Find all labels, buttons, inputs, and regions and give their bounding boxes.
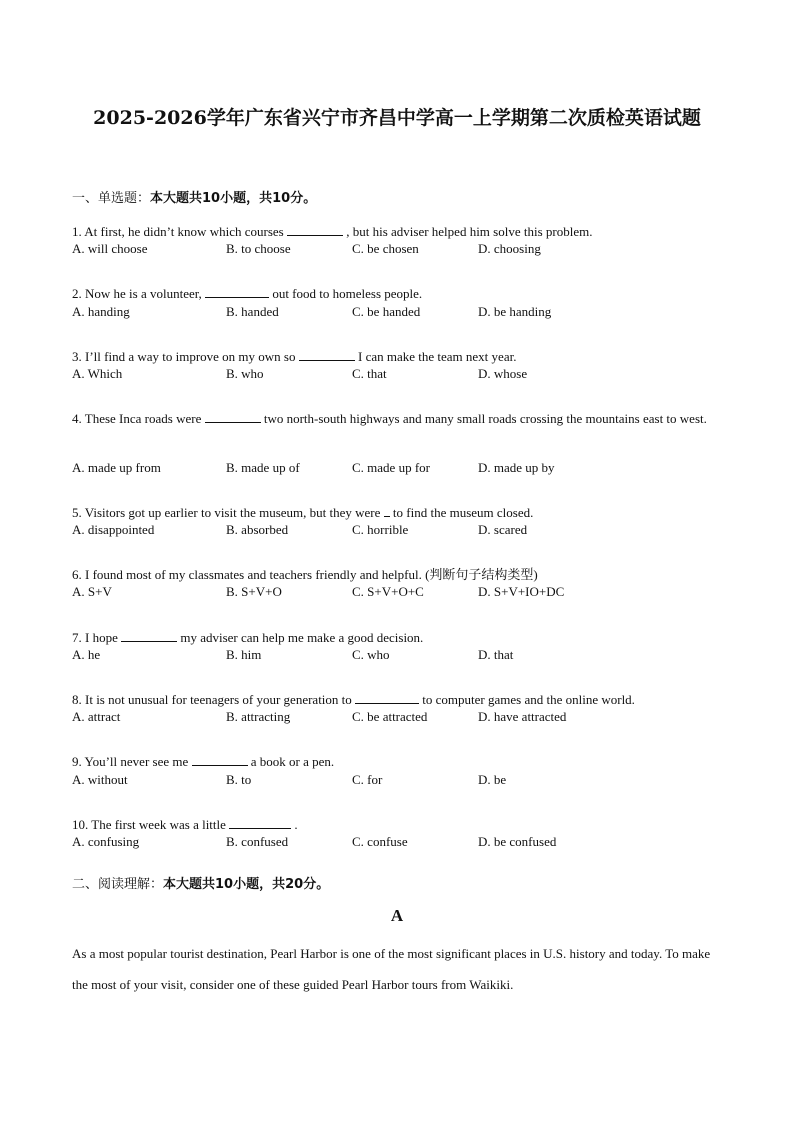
option-c: C. who	[352, 647, 390, 662]
option-d: D. scared	[478, 522, 528, 537]
option-c: C. be chosen	[352, 241, 419, 256]
section-number-label: 二、阅读理解：	[72, 877, 164, 892]
question-text: 5. Visitors got up earlier to visit the museum, but they were	[72, 505, 381, 520]
question-text: 10. The first week was a little	[72, 817, 226, 832]
answer-blank	[229, 816, 291, 829]
option-row	[72, 460, 722, 478]
option-d: D. be	[478, 772, 507, 787]
answer-blank	[355, 691, 419, 704]
passage-text: As a most popular tourist destination, Pearl Harbor is one of the most significant places in U.S. history and today. To make the most of your visit, consider one of these guided Pearl Harbor tours from Waikiki.	[72, 946, 711, 992]
question-text-continued: , but his adviser helped him solve this problem.	[346, 224, 593, 239]
option-c: C. that	[352, 366, 387, 381]
answer-blank	[205, 410, 261, 423]
option-a: A. without	[72, 772, 128, 787]
option-a: A. disappointed	[72, 522, 155, 537]
question-text: 2. Now he is a volunteer,	[72, 286, 202, 301]
option-d: D. made up by	[478, 460, 555, 475]
question-text-continued: a book or a pen.	[250, 754, 335, 769]
option-a: A. he	[72, 647, 101, 662]
option-row	[72, 772, 722, 790]
option-d: D. be handing	[478, 304, 552, 319]
option-c: C. for	[352, 772, 383, 787]
option-d: D. be confused	[478, 834, 557, 849]
option-b: B. made up of	[226, 460, 300, 475]
question-text-continued: two north-south highways and many small roads crossing the mountains east to west.	[263, 411, 707, 426]
question-text: 9. You’ll never see me	[72, 754, 189, 769]
question-text: 7. I hope	[72, 630, 118, 645]
question-text-continued: to computer games and the online world.	[422, 692, 635, 707]
option-row	[72, 834, 722, 852]
option-b: B. S+V+O	[226, 584, 282, 599]
option-a: A. Which	[72, 366, 123, 381]
option-b: B. to	[226, 772, 252, 787]
answer-blank	[384, 504, 390, 517]
option-c: C. be attracted	[352, 709, 428, 724]
option-row	[72, 522, 722, 540]
question-text-continued: my adviser can help me make a good decision.	[180, 630, 424, 645]
option-b: B. him	[226, 647, 262, 662]
section-description: 本大题共10小题，共10分。	[150, 191, 317, 206]
option-row	[72, 647, 722, 665]
option-d: D. S+V+IO+DC	[478, 584, 565, 599]
option-row	[72, 709, 722, 727]
option-a: A. attract	[72, 709, 121, 724]
answer-blank	[121, 629, 177, 642]
question-text: 8. It is not unusual for teenagers of your generation to	[72, 692, 352, 707]
question-text-continued: to find the museum closed.	[392, 505, 534, 520]
option-a: A. confusing	[72, 834, 140, 849]
option-c: C. confuse	[352, 834, 408, 849]
option-row	[72, 584, 722, 602]
option-c: C. be handed	[352, 304, 421, 319]
option-d: D. have attracted	[478, 709, 567, 724]
option-b: B. attracting	[226, 709, 291, 724]
option-c: C. made up for	[352, 460, 430, 475]
question-text: 4. These Inca roads were	[72, 411, 202, 426]
option-row	[72, 304, 722, 322]
option-d: D. whose	[478, 366, 528, 381]
option-b: B. handed	[226, 304, 279, 319]
option-d: D. choosing	[478, 241, 541, 256]
question-text: 3. I’ll find a way to improve on my own so	[72, 349, 296, 364]
option-a: A. will choose	[72, 241, 148, 256]
option-row	[72, 241, 722, 259]
answer-blank	[192, 753, 248, 766]
option-row	[72, 366, 722, 384]
section-description: 本大题共10小题，共20分。	[163, 877, 330, 892]
question-text-continued: I can make the team next year.	[358, 349, 517, 364]
answer-blank	[299, 348, 355, 361]
question-text-continued: .	[294, 817, 298, 832]
option-c: C. horrible	[352, 522, 409, 537]
option-b: B. absorbed	[226, 522, 289, 537]
option-b: B. to choose	[226, 241, 291, 256]
option-b: B. confused	[226, 834, 289, 849]
option-b: B. who	[226, 366, 264, 381]
question-stem	[72, 403, 722, 434]
option-a: A. made up from	[72, 460, 161, 475]
question-text: 1. At first, he didn’t know which courses	[72, 224, 284, 239]
section-heading-single-choice	[72, 187, 316, 206]
option-c: C. S+V+O+C	[352, 584, 424, 599]
question-text-continued: out food to homeless people.	[272, 286, 423, 301]
answer-blank	[287, 223, 343, 236]
question-text: 6. I found most of my classmates and teachers friendly and helpful. (判断句子结构类型)	[72, 567, 538, 582]
section-number-label: 一、单选题：	[72, 191, 151, 206]
section-heading-reading	[72, 873, 329, 892]
page-title: 2025-2026学年广东省兴宁市齐昌中学高一上学期第二次质检英语试题	[93, 107, 701, 129]
passage-letter: A	[390, 906, 404, 925]
option-d: D. that	[478, 647, 514, 662]
option-a: A. handing	[72, 304, 130, 319]
answer-blank	[205, 285, 269, 298]
option-a: A. S+V	[72, 584, 112, 599]
